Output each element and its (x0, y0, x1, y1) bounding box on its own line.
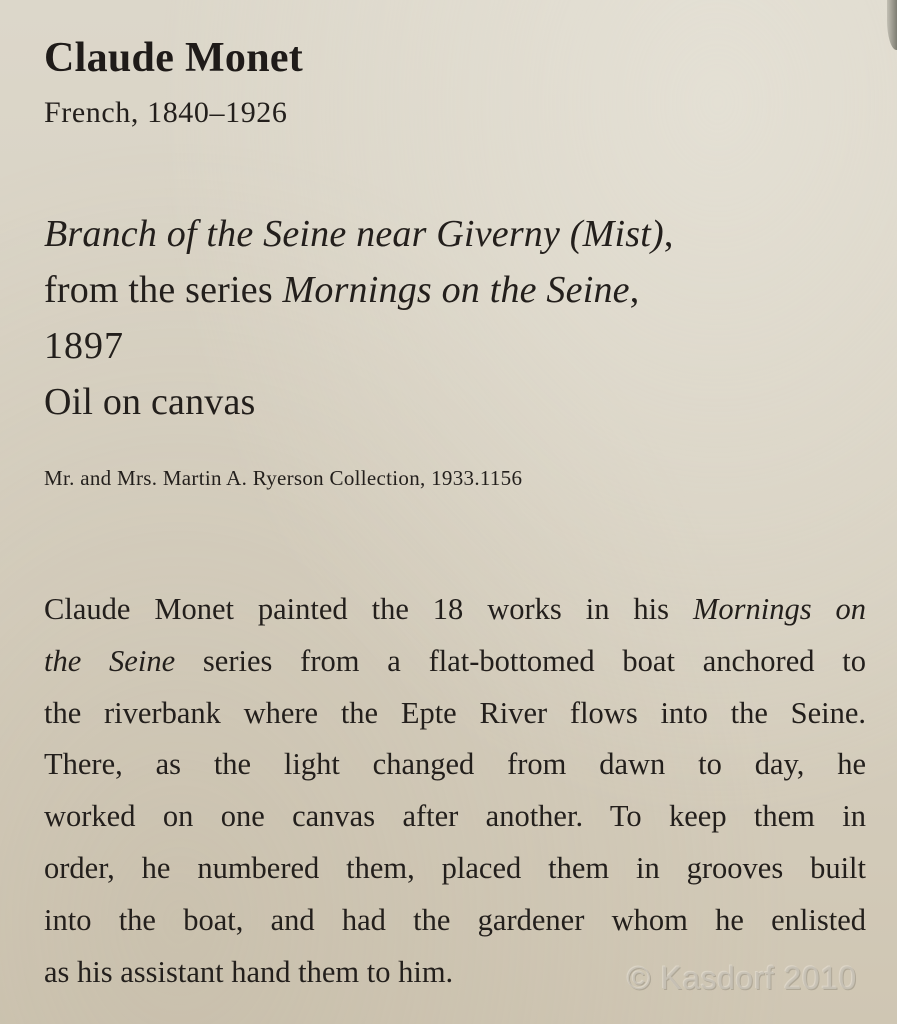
artwork-title-line (44, 206, 674, 262)
text-run: order, he numbered them, placed them in grooves built (44, 850, 866, 885)
description-line (44, 791, 866, 843)
artwork-medium: Oil on canvas (44, 381, 256, 423)
copyright-watermark: © Kasdorf 2010 (627, 960, 857, 996)
series-suffix: , (629, 269, 640, 311)
italic-run: Mornings on (692, 592, 866, 626)
description-line (44, 843, 866, 895)
text-run: the riverbank where the Epte River flows into the Seine. (44, 695, 866, 730)
text-run: into the boat, and had the gardener whom he enlisted (44, 902, 866, 937)
description-line (44, 584, 866, 636)
italic-run: the Seine (44, 643, 176, 678)
artwork-details (44, 206, 674, 430)
text-run: worked on one canvas after another. To keep them in (44, 799, 866, 834)
text-run: There, as the light changed from dawn to day, he (44, 747, 866, 782)
artwork-title-suffix: , (663, 213, 674, 255)
description-line (44, 895, 866, 947)
artwork-series-line (44, 262, 674, 318)
artist-name: Claude Monet (44, 35, 304, 81)
description-line (44, 636, 866, 688)
description-line (44, 739, 866, 791)
description-line (44, 688, 866, 740)
series-title: Mornings on the Seine (282, 269, 630, 311)
artwork-title: Branch of the Seine near Giverny (Mist) (44, 213, 664, 255)
series-prefix: from the series (44, 269, 283, 311)
artist-nationality-dates: French, 1840–1926 (44, 96, 288, 129)
corner-shadow (887, 0, 897, 50)
artwork-year: 1897 (44, 325, 124, 367)
text-run: Claude Monet painted the 18 works in his (44, 592, 693, 626)
text-run: as his assistant hand them to him. (44, 954, 454, 989)
description-paragraph (44, 584, 866, 998)
credit-line: Mr. and Mrs. Martin A. Ryerson Collection, 1933.1156 (44, 466, 523, 490)
text-run: series from a flat-bottomed boat anchored to (175, 643, 867, 678)
